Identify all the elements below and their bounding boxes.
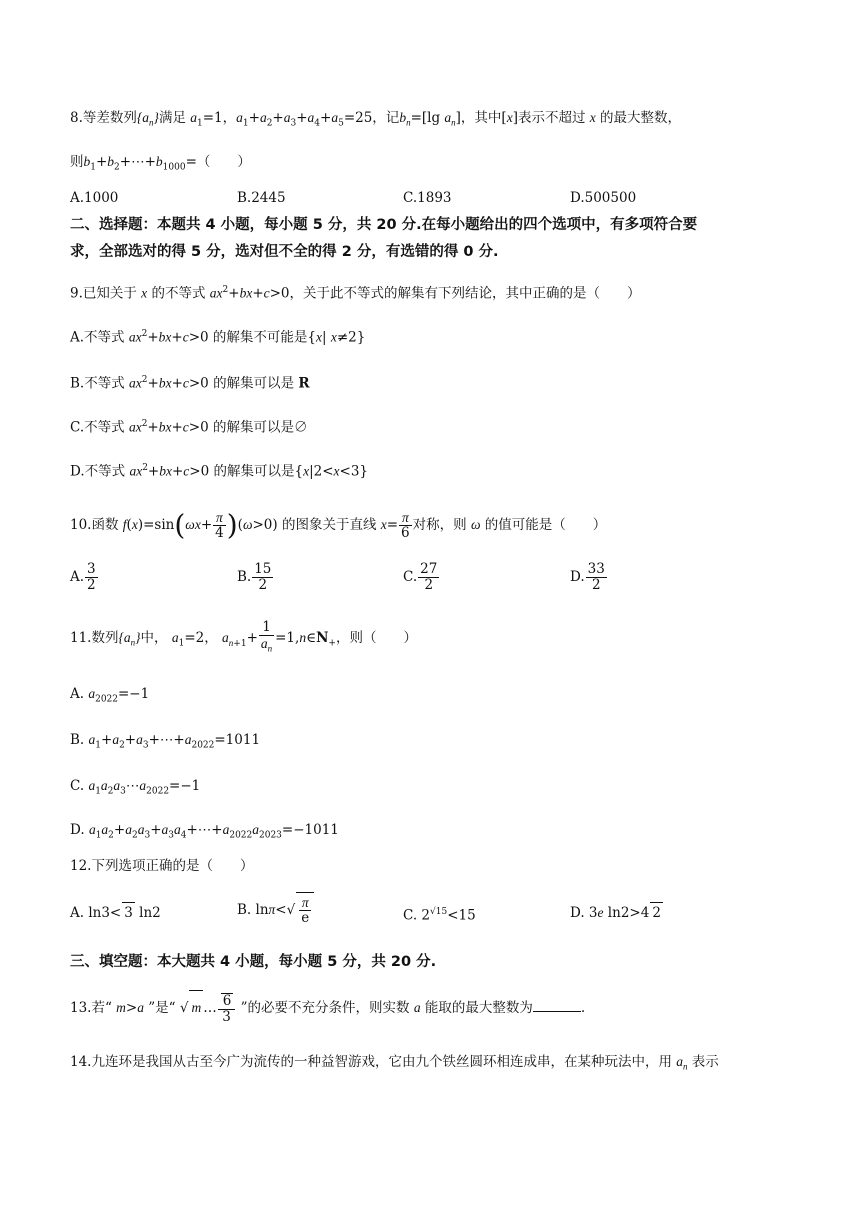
q8-line2: 则$b_1+b_2+\cdots+b_{1000}=$（ ） <box>70 154 251 173</box>
q9-option-c: C.不等式 $ax^2+bx+c>0$ 的解集可以是∅ <box>70 419 308 436</box>
q12-option-c: C. $2^{√15}<15$ <box>403 907 476 924</box>
q8-line1: 8.等差数列$\{a_n\}$满足 $a_1=1$，$a_1+a_2+a_3+a_4+a_5=25$，记$b_n=[\lg$ $a_n$]，其中[x]表示不超过 x 的最大整数， <box>70 110 682 129</box>
q11-option-b: B. $a_1+a_2+a_3+\cdots+a_{2022}=1011$ <box>70 732 261 751</box>
q9-option-a: A.不等式 $ax^2+bx+c>0$ 的解集不可能是{x| x≠2} <box>70 329 366 346</box>
q14-stem: 14.九连环是我国从古至今广为流传的一种益智游戏，它由九个铁丝圆环相连成串，在某种玩法中，用 $a_n$ 表示 <box>70 1054 719 1072</box>
q9-option-d: D.不等式 $ax^2+bx+c>0$ 的解集可以是{x|2<x<3} <box>70 463 369 480</box>
answer-blank[interactable] <box>533 998 581 1012</box>
section2-heading-line1: 二、选择题：本题共 4 小题，每小题 5 分，共 20 分.在每小题给出的四个选项中，有多项符合要 <box>70 217 698 233</box>
q10-option-a: A. $\frac{3}{2}$ <box>70 561 96 593</box>
q12-option-a: A. ln3< 3 ln2 <box>70 902 161 923</box>
q8-option-d: D.500500 <box>570 190 637 206</box>
q12-option-d: D. 3e ln2>4 2 <box>570 902 663 923</box>
q10-option-c: C. $\frac{27}{2}$ <box>403 561 438 593</box>
q12-stem: 12.下列选项正确的是（ ） <box>70 858 254 874</box>
q10-option-b: B. $\frac{15}{2}$ <box>237 561 272 593</box>
q11-option-c: C. $a_1a_2a_3\cdots a_{2022}=-1$ <box>70 778 201 797</box>
q13-stem: 13.若“ m>a ”是“ √ m … $\frac{6}{3}$ ”的必要不充分条件，则实数 a 能取的最大整数为 . <box>70 990 585 1025</box>
q8-option-c: C.1893 <box>403 190 452 206</box>
section3-heading: 三、填空题：本大题共 4 小题，每小题 5 分，共 20 分. <box>70 954 437 970</box>
q12-option-b: B. lnπ<√ $\frac{\pi}{e}$ <box>237 892 314 927</box>
q11-stem: 11.数列$\{a_n\}$中， $a_1=2$， $a_{n+1}+$ $\frac{1}{a_n}$ $=1,n\in N_+$，则（ ） <box>70 619 417 654</box>
q10-stem: 10.函数 f(x)=sin(ωx+ $\frac{\pi}{4}$ )(ω>0) 的图象关于直线 x= $\frac{\pi}{6}$ 对称，则 ω 的值可能是（ ） <box>70 508 607 542</box>
q11-option-a: A. $a_{2022}=-1$ <box>70 686 150 705</box>
q8-option-a: A.1000 <box>70 190 119 206</box>
q9-stem: 9.已知关于 x 的不等式 $ax^2+bx+c>0$，关于此不等式的解集有下列结论，其中正确的是（ ） <box>70 285 641 302</box>
section2-heading-line2: 求，全部选对的得 5 分，选对但不全的得 2 分，有选错的得 0 分. <box>70 244 499 260</box>
q10-option-d: D. $\frac{33}{2}$ <box>570 561 605 593</box>
q8-option-b: B.2445 <box>237 190 286 206</box>
q11-option-d: D. $a_1a_2+a_2a_3+a_3a_4+\cdots+a_{2022}a_{2023}=-1011$ <box>70 822 339 841</box>
q9-option-b: B.不等式 $ax^2+bx+c>0$ 的解集可以是 R <box>70 375 310 392</box>
